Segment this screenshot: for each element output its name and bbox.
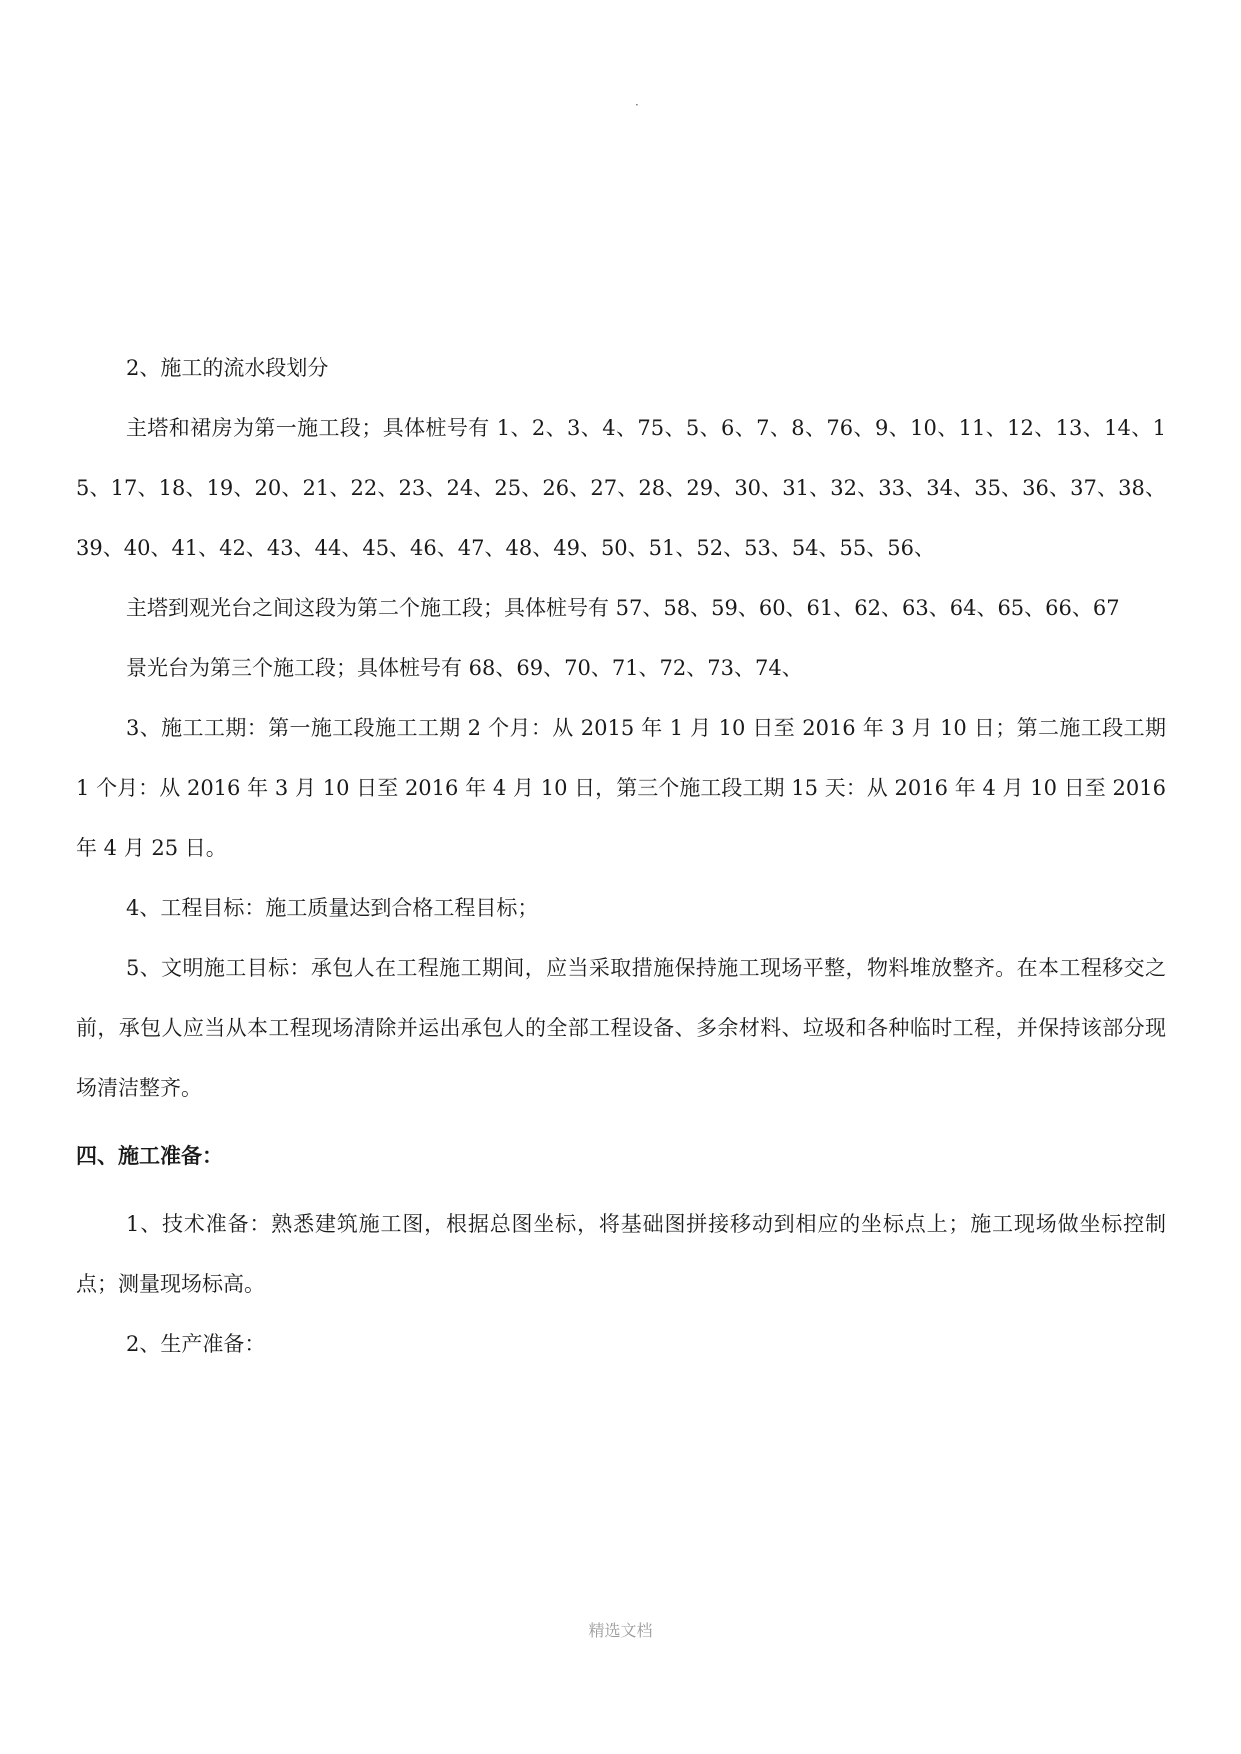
- paragraph-flow-section-title: 2、施工的流水段划分: [126, 356, 329, 380]
- paragraph-civilized-goal: 5、文明施工目标：承包人在工程施工期间，应当采取措施保持施工现场平整，物料堆放整齐。在本工程移交之前，承包人应当从本工程现场清除并运出承包人的全部工程设备、多余材料、垃圾和各种临时工程，并保持该部分现场清洁整齐。: [76, 956, 1166, 1100]
- paragraph-technical-prep: 1、技术准备：熟悉建筑施工图，根据总图坐标，将基础图拼接移动到相应的坐标点上；施工现场做坐标控制点；测量现场标高。: [76, 1212, 1166, 1296]
- paragraph-quality-goal: 4、工程目标：施工质量达到合格工程目标；: [126, 896, 539, 920]
- page-footer: 精选文档: [588, 1621, 653, 1640]
- section-heading-preparation: 四、施工准备：: [76, 1143, 223, 1168]
- header-dot: ·: [635, 98, 639, 112]
- paragraph-section-one: 主塔和裙房为第一施工段；具体桩号有 1、2、3、4、75、5、6、7、8、76、9、10、11、12、13、14、15、17、18、19、20、21、22、23、24、25、26、27、28、29、30、31、32、33、34、35、36、37、38、39、40、41、42、43、44、45、46、47、48、49、50、51、52、53、54、55、56、: [76, 416, 1166, 560]
- paragraph-production-prep: 2、生产准备：: [126, 1332, 266, 1356]
- paragraph-section-two: 主塔到观光台之间这段为第二个施工段；具体桩号有 57、58、59、60、61、62、63、64、65、66、67: [126, 596, 1120, 620]
- document-body: [76, 338, 1166, 1374]
- paragraph-schedule: 3、施工工期：第一施工段施工工期 2 个月：从 2015 年 1 月 10 日至 2016 年 3 月 10 日；第二施工段工期 1 个月：从 2016 年 3 月 10 日至 2016 年 4 月 10 日，第三个施工段工期 15 天：从 2016 年 4 月 10 日至 2016 年 4 月 25 日。: [76, 716, 1166, 860]
- paragraph-section-three: 景光台为第三个施工段；具体桩号有 68、69、70、71、72、73、74、: [126, 656, 803, 680]
